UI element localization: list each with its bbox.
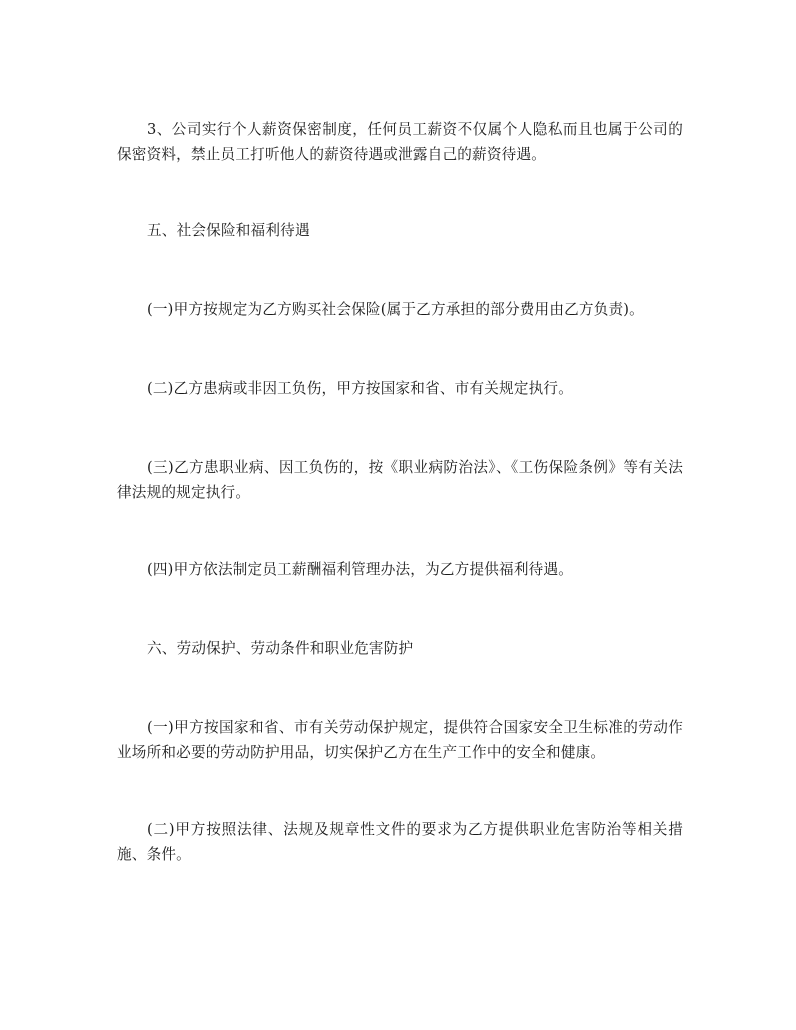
paragraph-hazard-prevention: (二)甲方按照法律、法规及规章性文件的要求为乙方提供职业危害防治等相关措施、条件。 bbox=[117, 821, 683, 863]
paragraph-social-insurance: (一)甲方按规定为乙方购买社会保险(属于乙方承担的部分费用由乙方负责)。 bbox=[147, 301, 644, 318]
paragraph-illness-injury: (二)乙方患病或非因工负伤，甲方按国家和省、市有关规定执行。 bbox=[147, 380, 574, 397]
paragraph-occupational-disease: (三)乙方患职业病、因工负伤的，按《职业病防治法》、《工伤保险条例》等有关法律法规的规定执行。 bbox=[117, 459, 683, 501]
section-heading-social-insurance: 五、社会保险和福利待遇 bbox=[147, 222, 310, 239]
section-heading-labor-protection: 六、劳动保护、劳动条件和职业危害防护 bbox=[147, 640, 414, 657]
paragraph-labor-protection: (一)甲方按国家和省、市有关劳动保护规定，提供符合国家安全卫生标准的劳动作业场所和必要的劳动防护用品，切实保护乙方在生产工作中的安全和健康。 bbox=[117, 719, 683, 761]
paragraph-welfare: (四)甲方依法制定员工薪酬福利管理办法，为乙方提供福利待遇。 bbox=[147, 561, 574, 578]
paragraph-salary-confidentiality: 3、公司实行个人薪资保密制度，任何员工薪资不仅属个人隐私而且也属于公司的保密资料，禁止员工打听他人的薪资待遇或泄露自己的薪资待遇。 bbox=[117, 121, 683, 163]
